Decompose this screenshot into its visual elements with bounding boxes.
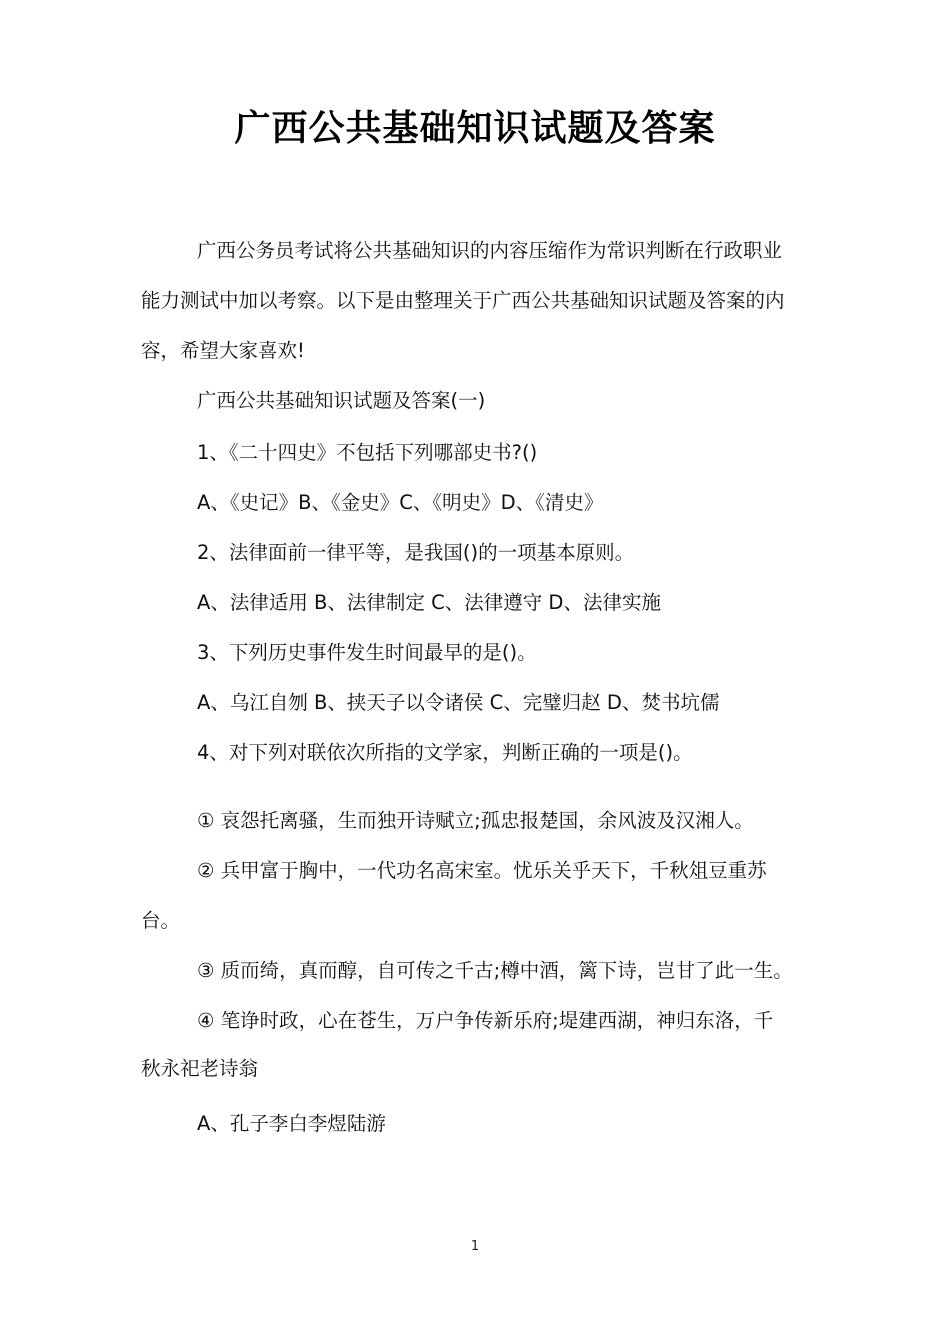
question-3-stem: 3、下列历史事件发生时间最早的是()。: [197, 641, 537, 664]
couplet-4-line-2: 秋永祀老诗翁: [141, 1057, 259, 1080]
intro-line-1: 广西公务员考试将公共基础知识的内容压缩作为常识判断在行政职业: [197, 239, 783, 262]
question-1-options: A、《史记》B、《金史》C、《明史》D、《清史》: [197, 491, 604, 514]
page-number: 1: [470, 1239, 480, 1254]
question-3-options: A、乌江自刎 B、挟天子以令诸侯 C、完璧归赵 D、焚书坑儒: [197, 691, 720, 714]
couplet-3: ③ 质而绮，真而醇，自可传之千古;樽中酒，篱下诗，岂甘了此一生。: [197, 959, 793, 982]
question-4-stem: 4、对下列对联依次所指的文学家，判断正确的一项是()。: [197, 741, 693, 764]
question-1-stem: 1、《二十四史》不包括下列哪部史书?(): [197, 441, 538, 464]
couplet-1: ① 哀怨托离骚，生而独开诗赋立;孤忠报楚国，余风波及汉湘人。: [197, 809, 754, 832]
document-title: 广西公共基础知识试题及答案: [234, 108, 716, 149]
answer-option-a: A、孔子李白李煜陆游: [197, 1112, 386, 1135]
couplet-2-line-2: 台。: [141, 909, 181, 932]
intro-line-3: 容，希望大家喜欢!: [141, 339, 305, 362]
couplet-2-line-1: ② 兵甲富于胸中，一代功名高宋室。忧乐关乎天下，千秋俎豆重苏: [197, 859, 767, 882]
question-2-options: A、法律适用 B、法律制定 C、法律遵守 D、法律实施: [197, 591, 661, 614]
couplet-4-line-1: ④ 笔诤时政，心在苍生，万户争传新乐府;堤建西湖，神归东洛，千: [197, 1009, 774, 1032]
question-2-stem: 2、法律面前一律平等，是我国()的一项基本原则。: [197, 541, 635, 564]
section-heading: 广西公共基础知识试题及答案(一): [197, 389, 486, 412]
intro-line-2: 能力测试中加以考察。以下是由整理关于广西公共基础知识试题及答案的内: [141, 289, 785, 312]
